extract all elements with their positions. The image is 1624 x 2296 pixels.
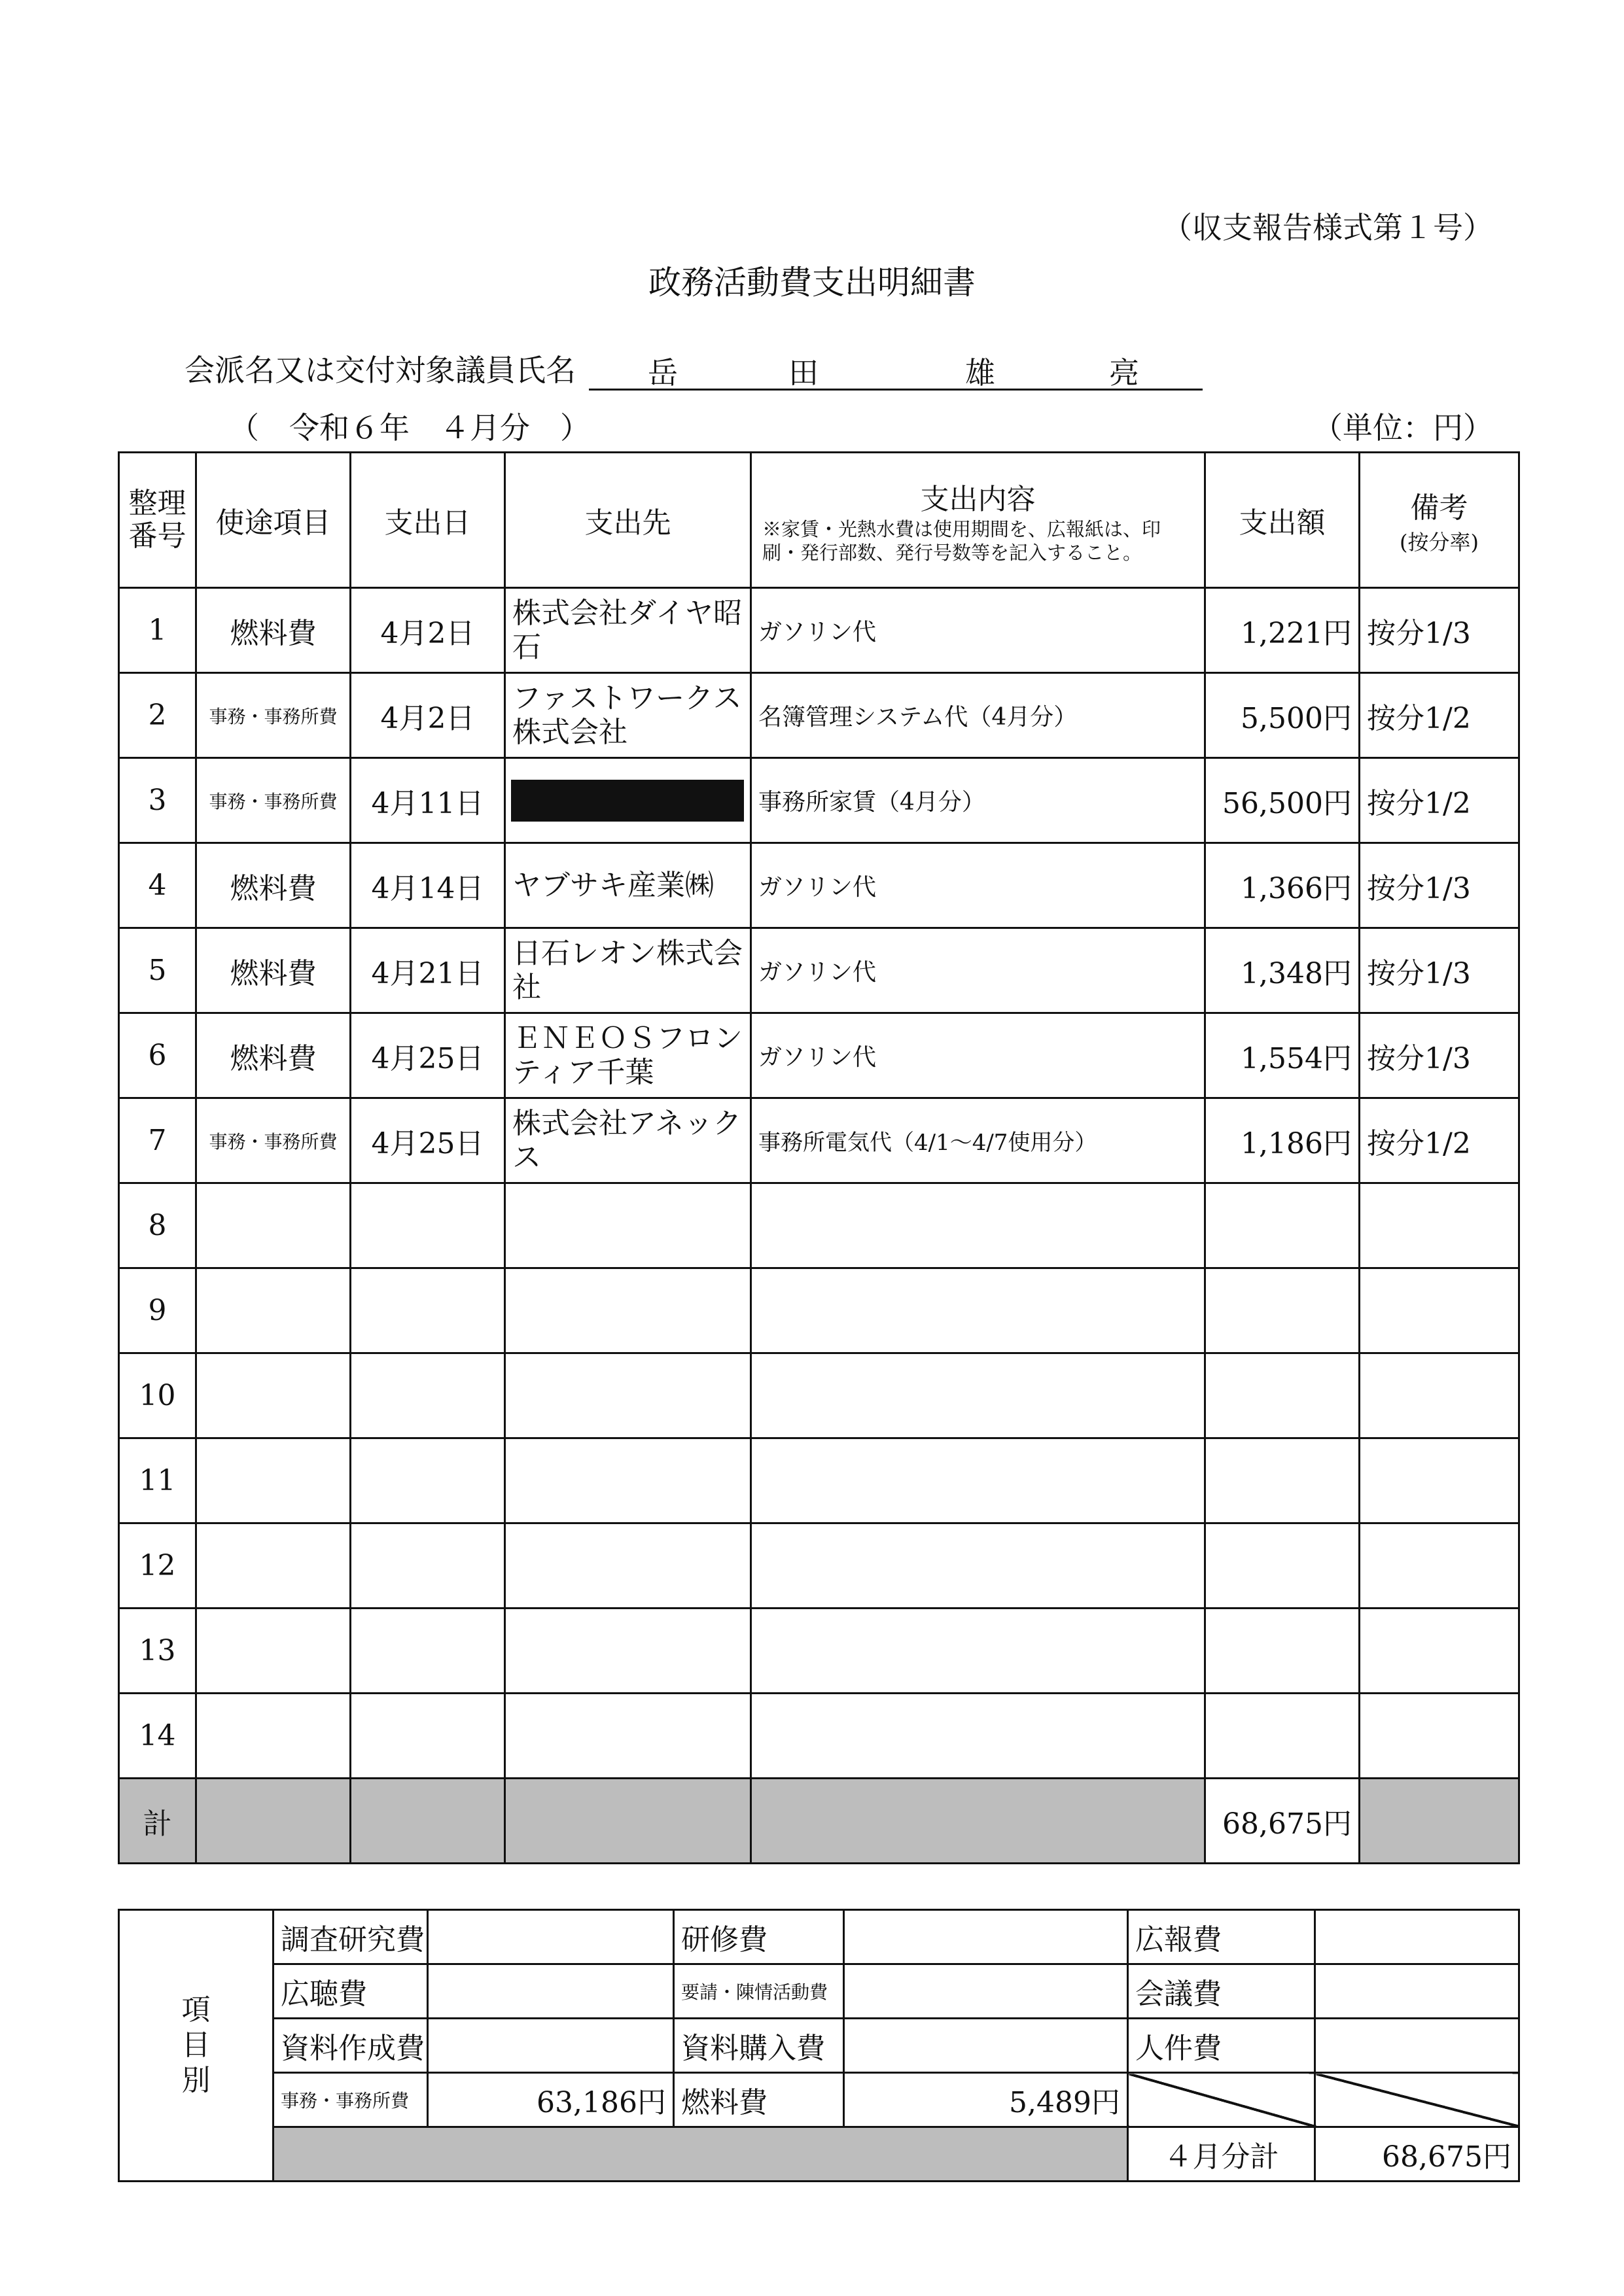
row-content: ガソリン代: [751, 1013, 1205, 1098]
summary-item-value: [1315, 1910, 1519, 1964]
summary-item-value: [844, 2019, 1128, 2073]
month-total-label: ４月分計: [1128, 2127, 1315, 2182]
row-content: ガソリン代: [751, 843, 1205, 928]
summary-row: [119, 2073, 1519, 2127]
form-number: （収支報告様式第１号）: [1162, 210, 1493, 245]
summary-total-row: [119, 2127, 1519, 2182]
row-category: 燃料費: [196, 843, 351, 928]
member-name-char: 岳: [648, 355, 678, 391]
summary-item-label: 研修費: [674, 1910, 844, 1964]
row-date: 4月2日: [351, 588, 505, 673]
month-total-value: 68,675円: [1315, 2127, 1519, 2182]
row-payee: 株式会社ダイヤ昭石: [505, 588, 751, 673]
row-category: 事務・事務所費: [196, 673, 351, 758]
summary-row: [119, 1910, 1519, 1964]
member-name-field: [589, 349, 1203, 391]
header-content-note: ※家賃・光熱水費は使用期間を、広報紙は、印刷・発行部数、発行号数等を記入すること。: [762, 518, 1161, 564]
total-label: 計: [119, 1779, 196, 1864]
member-name-char: 雄: [965, 355, 995, 391]
summary-item-value: [428, 2019, 674, 2073]
row-no: 9: [119, 1268, 196, 1353]
summary-item-value: 63,186円: [428, 2073, 674, 2127]
row-payee: ヤブサキ産業㈱: [505, 843, 751, 928]
summary-row: [119, 1964, 1519, 2019]
summary-item-value: 5,489円: [844, 2073, 1128, 2127]
summary-item-value: [428, 1964, 674, 2019]
row-date: 4月11日: [351, 758, 505, 843]
row-payee: [505, 758, 751, 843]
summary-item-value: [1315, 1964, 1519, 2019]
row-no: 3: [119, 758, 196, 843]
row-remarks: 按分1/2: [1360, 1098, 1519, 1183]
row-content: ガソリン代: [751, 928, 1205, 1013]
row-amount: 5,500円: [1205, 673, 1360, 758]
table-row: [119, 1438, 1519, 1523]
row-amount: 1,366円: [1205, 843, 1360, 928]
header-no: 整理番号: [119, 453, 196, 588]
header-payee: 支出先: [505, 453, 751, 588]
row-remarks: 按分1/3: [1360, 588, 1519, 673]
total-amount: 68,675円: [1205, 1779, 1360, 1864]
row-no: 5: [119, 928, 196, 1013]
summary-item-label: 広報費: [1128, 1910, 1315, 1964]
row-no: 14: [119, 1694, 196, 1779]
row-content: 名簿管理システム代（4月分）: [751, 673, 1205, 758]
table-row: [119, 758, 1519, 843]
row-no: 6: [119, 1013, 196, 1098]
summary-row: [119, 2019, 1519, 2073]
row-remarks: 按分1/2: [1360, 673, 1519, 758]
unit-label: （単位：円）: [1313, 410, 1493, 445]
table-row: [119, 1183, 1519, 1268]
summary-item-label: 要請・陳情活動費: [674, 1964, 844, 2019]
member-name-char: 亮: [1109, 355, 1139, 391]
table-row: [119, 588, 1519, 673]
row-amount: 1,186円: [1205, 1098, 1360, 1183]
row-remarks: 按分1/3: [1360, 928, 1519, 1013]
row-no: 1: [119, 588, 196, 673]
summary-item-label: 広聴費: [274, 1964, 428, 2019]
summary-label: 項目別: [119, 1910, 274, 2182]
row-no: 8: [119, 1183, 196, 1268]
row-amount: 1,554円: [1205, 1013, 1360, 1098]
row-payee: ＥＮＥＯＳフロンティア千葉: [505, 1013, 751, 1098]
row-category: 事務・事務所費: [196, 1098, 351, 1183]
table-row: [119, 673, 1519, 758]
row-category: 燃料費: [196, 588, 351, 673]
table-row: [119, 1268, 1519, 1353]
row-amount: 1,348円: [1205, 928, 1360, 1013]
row-date: 4月25日: [351, 1013, 505, 1098]
row-no: 4: [119, 843, 196, 928]
row-category: 燃料費: [196, 1013, 351, 1098]
table-row: [119, 928, 1519, 1013]
table-row: [119, 1609, 1519, 1694]
row-payee: 株式会社アネックス: [505, 1098, 751, 1183]
row-content: ガソリン代: [751, 588, 1205, 673]
row-date: 4月2日: [351, 673, 505, 758]
name-label: 会派名又は交付対象議員氏名: [185, 353, 576, 388]
row-date: 4月14日: [351, 843, 505, 928]
row-content: 事務所家賃（4月分）: [751, 758, 1205, 843]
summary-item-value: [1315, 2019, 1519, 2073]
summary-item-label: 会議費: [1128, 1964, 1315, 2019]
row-category: 燃料費: [196, 928, 351, 1013]
row-no: 13: [119, 1609, 196, 1694]
row-date: 4月21日: [351, 928, 505, 1013]
summary-item-label: 燃料費: [674, 2073, 844, 2127]
summary-item-label: 調査研究費: [274, 1910, 428, 1964]
table-row: [119, 1353, 1519, 1438]
summary-item-label: 資料作成費: [274, 2019, 428, 2073]
row-content: 事務所電気代（4/1～4/7使用分）: [751, 1098, 1205, 1183]
summary-item-label: 人件費: [1128, 2019, 1315, 2073]
row-amount: 56,500円: [1205, 758, 1360, 843]
table-row: [119, 1694, 1519, 1779]
row-no: 2: [119, 673, 196, 758]
expenditure-table: [118, 451, 1520, 1864]
header-amount: 支出額: [1205, 453, 1360, 588]
row-no: 10: [119, 1353, 196, 1438]
diagonal-slash-cell: [1315, 2073, 1519, 2127]
summary-item-label: 事務・事務所費: [274, 2073, 428, 2127]
header-category: 使途項目: [196, 453, 351, 588]
row-remarks: 按分1/3: [1360, 843, 1519, 928]
report-period: （ 令和６年 ４月分 ）: [229, 410, 590, 445]
summary-item-value: [428, 1910, 674, 1964]
redaction-block: [511, 780, 744, 822]
document-title: 政務活動費支出明細書: [648, 264, 976, 302]
table-row: [119, 1013, 1519, 1098]
category-summary-table: [118, 1909, 1520, 2182]
header-date: 支出日: [351, 453, 505, 588]
row-payee: ファストワークス株式会社: [505, 673, 751, 758]
summary-item-label: 資料購入費: [674, 2019, 844, 2073]
table-row: [119, 843, 1519, 928]
row-remarks: 按分1/2: [1360, 758, 1519, 843]
row-amount: 1,221円: [1205, 588, 1360, 673]
row-remarks: 按分1/3: [1360, 1013, 1519, 1098]
row-payee: 日石レオン株式会社: [505, 928, 751, 1013]
summary-item-value: [844, 1910, 1128, 1964]
table-row: [119, 1098, 1519, 1183]
row-no: 12: [119, 1523, 196, 1609]
summary-item-value: [844, 1964, 1128, 2019]
total-row: [119, 1779, 1519, 1864]
row-no: 11: [119, 1438, 196, 1523]
row-no: 7: [119, 1098, 196, 1183]
header-content: 支出内容 ※家賃・光熱水費は使用期間を、広報紙は、印刷・発行部数、発行号数等を記入すること。: [751, 453, 1205, 588]
table-header-row: [119, 453, 1519, 588]
table-row: [119, 1523, 1519, 1609]
row-date: 4月25日: [351, 1098, 505, 1183]
member-name-char: 田: [788, 355, 819, 391]
row-category: 事務・事務所費: [196, 758, 351, 843]
diagonal-slash-cell: [1128, 2073, 1315, 2127]
header-remarks: 備考 (按分率): [1360, 453, 1519, 588]
